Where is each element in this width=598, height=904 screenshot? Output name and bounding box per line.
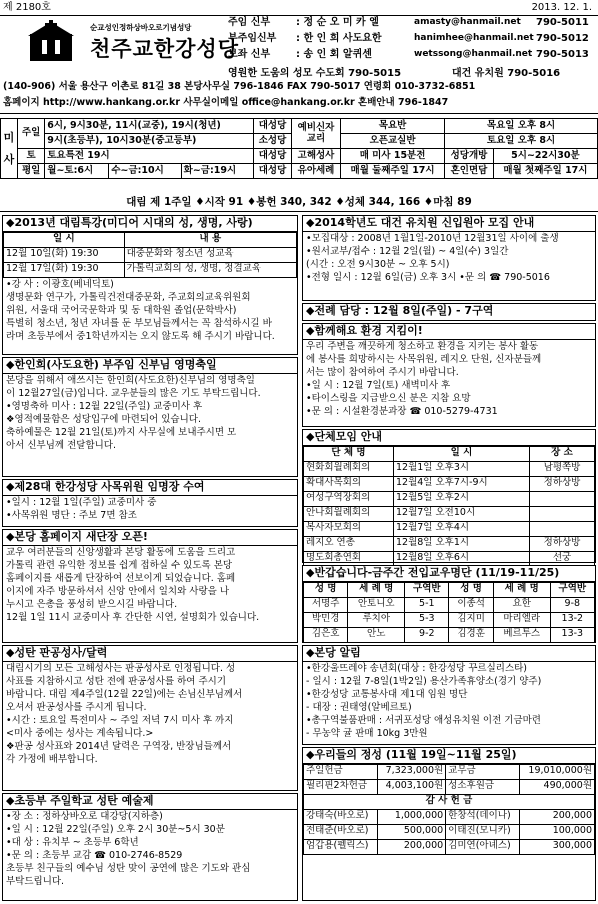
text-line: 축하예물은 12월 21일(토)까지 사무실에 보내주시면 모	[6, 426, 237, 438]
table-cell: 12월8일 오후6시	[394, 551, 530, 566]
table-header: 단 체 명	[304, 446, 394, 461]
mass-cell: 성당개방	[445, 149, 494, 164]
table-cell: 200,000	[519, 809, 594, 824]
parish-notice-section	[302, 645, 596, 745]
table-cell: 한창석(데이나)	[446, 809, 520, 824]
mass-cell: 목요반	[341, 119, 445, 134]
mass-cell: 9시(초등부), 10시30분(중고등부)	[45, 134, 254, 149]
table-header: 세 례 명	[493, 582, 550, 597]
mass-cell: 수~금:10시	[109, 164, 181, 179]
staff-row	[228, 17, 594, 33]
text-line: - 일시 : 12월 7-8일(1박2일) 용산가족휴양소(경기 양주)	[306, 675, 542, 687]
text-line: •일시 : 12월 1일(주일) 교중미사 중	[6, 496, 157, 508]
mass-cell: 토요특전 19시	[45, 149, 254, 164]
text-line: 라며 초등부에서 중1학년까지는 오지 않도록 해 주시기 바랍니다.	[6, 330, 275, 342]
text-line: 누시고 은총을 풍성히 받으시길 바랍니다.	[6, 598, 178, 610]
table-cell: 전태준(바오로)	[304, 824, 378, 839]
table-row	[304, 521, 595, 536]
advent-lecture-section	[2, 215, 298, 355]
text-line: 본당을 위해서 애쓰시는 한인희(사도요한)신부님의 영명축일	[6, 374, 255, 386]
section-title: ◆2014학년도 대건 유치원 신입원아 모집 안내	[303, 216, 595, 232]
table-cell: 레지오 연총	[304, 536, 394, 551]
convent-line: 영원한 도움의 성모 수도회 790-5015	[228, 68, 402, 79]
table-cell: 루치아	[348, 612, 405, 627]
confession-section	[2, 645, 298, 791]
table-row	[304, 461, 595, 476]
text-line: 우리 주변을 깨끗하게 청소하고 환경을 지키는 봉사 활동	[306, 340, 539, 352]
staff-name: : 한 인 희 사도요한	[296, 33, 382, 44]
table-cell: 이태진(모니카)	[446, 824, 520, 839]
table-cell: 교무금	[446, 764, 520, 779]
text-line: 12월 1일 11시 교중미사 후 간단한 시연, 설명회가 있습니다.	[6, 611, 260, 623]
text-line: •문 의 : 초등부 교감 ☎ 010-2746-8529	[6, 849, 183, 861]
table-row	[304, 597, 595, 612]
text-line: ❖영적예물함은 성당입구에 마련되어 있습니다.	[6, 413, 201, 425]
table-row	[304, 536, 595, 551]
table-cell: 현화회월례회의	[304, 461, 394, 476]
table-cell: 강태숙(바오로)	[304, 809, 378, 824]
section-title: ◆한인희(사도요한) 부주임 신부님 영명축일	[3, 358, 297, 374]
table-row	[304, 506, 595, 521]
mass-cell: 화~금:19시	[181, 164, 253, 179]
text-line: 이 12월27일(금)입니다. 교우분들의 많은 기도 부탁드립니다.	[6, 387, 261, 399]
text-line: 특별히 청소년, 청년 자녀를 둔 부모님들께서는 꼭 참석하시길 바	[6, 317, 272, 329]
table-cell: 김은호	[304, 627, 348, 642]
staff-role: 보좌 신부	[228, 49, 271, 60]
table-row	[304, 627, 595, 642]
table-cell: 정하상방	[530, 476, 595, 491]
thanks-offering-header: 감 사 헌 금	[304, 794, 595, 809]
mass-cell: 주일	[18, 119, 45, 149]
table-cell: 안토니오	[348, 597, 405, 612]
text-line: 가톨릭 관련 유익한 정보를 쉽게 접하실 수 있도록 본당	[6, 559, 233, 571]
table-row	[4, 247, 297, 262]
table-row	[304, 779, 595, 794]
liturgy-stats: 대림 제 1주일 ♦시작 91 ♦봉헌 340, 342 ♦성체 344, 166 ♦마침 89	[126, 196, 472, 208]
staff-phone: 790-5011	[536, 17, 589, 28]
staff-phone: 790-5013	[536, 49, 589, 60]
text-line: 생명문화 연구가, 가톨릭건전대중문화, 주교회의교육위원회	[6, 291, 251, 303]
table-cell: 명도회총연회	[304, 551, 394, 566]
table-cell: 12월 10일(화) 19:30	[4, 247, 125, 262]
mass-cell: 소성당	[254, 134, 292, 149]
table-header: 구역반	[550, 582, 594, 597]
table-header: 일 시	[4, 232, 125, 247]
table-cell: 엄갑용(펠릭스)	[304, 839, 378, 854]
table-header: 구역반	[405, 582, 449, 597]
offerings-section	[302, 747, 596, 901]
table-header: 일 시	[394, 446, 530, 461]
text-line: •한강성당 교통봉사대 제1대 임원 명단	[306, 688, 468, 700]
staff-email: amasty@hanmail.net	[414, 17, 521, 27]
table-row	[304, 476, 595, 491]
staff-row	[228, 49, 594, 65]
text-line: 초등부 친구들의 예수님 성탄 맞이 공연에 많은 기도와 관심	[6, 862, 251, 874]
text-line: - 대장 : 권태영(알베르토)	[306, 701, 412, 713]
group-meetings-section	[302, 429, 596, 563]
text-line: •문 의 : 시설환경분과장 ☎ 010-5279-4731	[306, 405, 498, 417]
table-row	[304, 491, 595, 506]
table-cell: 5-1	[405, 597, 449, 612]
table-cell: 복사자모회의	[304, 521, 394, 536]
mass-cell: 대성당	[254, 164, 292, 179]
text-line: •한강울뜨레야 송년회(대상 : 한강성당 꾸르실리스타)	[306, 662, 528, 674]
table-cell: 대중문화와 청소년 성교육	[124, 247, 296, 262]
environment-section	[302, 323, 596, 427]
section-body	[303, 340, 595, 418]
table-row	[304, 612, 595, 627]
section-body	[3, 810, 297, 888]
table-cell: 12월4일 오후7시-9시	[394, 476, 530, 491]
text-line: - 무농약 귤 판매 10kg 3만원	[306, 727, 428, 739]
section-body	[3, 662, 297, 766]
table-cell: 9-2	[405, 627, 449, 642]
table-cell: 12월8일 오후1시	[394, 536, 530, 551]
table-cell: 이종석	[449, 597, 493, 612]
table-cell: 19,010,000원	[519, 764, 594, 779]
table-cell: 100,000	[519, 824, 594, 839]
table-header: 세 례 명	[348, 582, 405, 597]
section-title: ◆2013년 대림특강(미디어 시대의 성, 생명, 사랑)	[3, 216, 297, 232]
table-cell: 가톨릭교회의 성, 생명, 정결교육	[124, 262, 296, 277]
table-cell: 서명주	[304, 597, 348, 612]
table-cell: 요한	[493, 597, 550, 612]
section-title: ◆우리들의 정성 (11월 19일~11월 25일)	[303, 748, 595, 764]
mass-cell: 혼인면담	[445, 164, 494, 179]
address-line: (140-906) 서울 용산구 이촌로 81길 38 본당사무실 796-1846 FAX 790-5017 연령회 010-3732-6851	[3, 81, 476, 92]
table-cell: 여성구역장회의	[304, 491, 394, 506]
staff-role: 부주임신부	[228, 33, 277, 44]
text-line: 에 봉사를 희망하시는 사목위원, 레지오 단원, 신자분들께	[306, 353, 542, 365]
table-cell: 마리엘라	[493, 612, 550, 627]
mass-cell: 대성당	[254, 119, 292, 134]
section-title: ◆성탄 판공성사/달력	[3, 646, 297, 662]
table-cell: 5-3	[405, 612, 449, 627]
text-line: •장 소 : 정하상바오로 대강당(지하층)	[6, 810, 163, 822]
sunday-school-section	[2, 793, 298, 901]
table-cell: 12월7일 오전10시	[394, 506, 530, 521]
table-cell: 안나회월례회의	[304, 506, 394, 521]
text-line: •사목위원 명단 : 주보 7면 참조	[6, 509, 137, 521]
mass-cell: 오픈교실반	[341, 134, 445, 149]
table-cell: 12월1일 오후3시	[394, 461, 530, 476]
section-title: ◆본당 알림	[303, 646, 595, 662]
text-line: •강 사 : 이광호(베네딕토)	[6, 278, 114, 290]
table-cell: 300,000	[519, 839, 594, 854]
mass-cell: 목요일 오후 8시	[445, 119, 598, 134]
section-title: ◆함께해요 환경 지킴이!	[303, 324, 595, 340]
text-line: 각 가정에 배부합니다.	[6, 753, 98, 765]
table-row	[304, 824, 595, 839]
table-cell: 1,000,000	[377, 809, 445, 824]
table-row	[4, 262, 297, 277]
mass-cell: 월~토:6시	[45, 164, 109, 179]
table-cell: 남평쪽방	[530, 461, 595, 476]
table-cell	[530, 521, 595, 536]
issue-number: 제 2180호	[3, 2, 51, 13]
table-row	[304, 551, 595, 566]
church-subtitle: 순교성인정하상바오로기념성당	[90, 23, 192, 32]
mass-cell: 매월 둘째주일 17시	[341, 164, 445, 179]
table-cell: 김경훈	[449, 627, 493, 642]
church-name: 천주교한강성당	[90, 37, 240, 61]
section-body	[3, 278, 297, 343]
council-section	[2, 479, 298, 527]
new-parishioners-section	[302, 565, 596, 643]
table-cell: 안노	[348, 627, 405, 642]
section-title: ◆제28대 한강성당 사목위원 임명장 수여	[3, 480, 297, 496]
section-body	[3, 546, 297, 624]
text-line: <미사 중에는 성사는 계속됩니다.>	[6, 727, 154, 739]
table-header: 내 용	[124, 232, 296, 247]
table-header: 성 명	[304, 582, 348, 597]
staff-phone: 790-5012	[536, 33, 589, 44]
text-line: •일 시 : 12월 7일(토) 새벽미사 후	[306, 379, 451, 391]
text-line: ❖판공 성사표와 2014년 달력은 구역장, 반장님들께서	[6, 740, 232, 752]
table-cell	[530, 491, 595, 506]
church-logo-icon	[28, 20, 74, 62]
table-cell: 13-3	[550, 627, 594, 642]
mass-cell: 유아세례	[292, 164, 341, 179]
section-title: ◆초등부 주일학교 성탄 예술제	[3, 794, 297, 810]
text-line: (시간 : 오전 9시30분 ~ 오후 5시)	[306, 258, 450, 270]
table-cell: 박민경	[304, 612, 348, 627]
table-cell: 200,000	[377, 839, 445, 854]
text-line: 위원, 서울대 국어국문학과 및 동 대학원 졸업(문학박사)	[6, 304, 237, 316]
table-cell	[530, 506, 595, 521]
staff-row	[228, 33, 594, 49]
text-line: 오셔서 판공성사를 주시게 됩니다.	[6, 701, 147, 713]
table-cell: 주일헌금	[304, 764, 378, 779]
feast-section	[2, 357, 298, 477]
text-line: 대림시기의 모든 고해성사는 판공성사로 인정됩니다. 성	[6, 662, 236, 674]
text-line: 이지에 자주 방문하셔서 신앙 안에서 일치와 사랑을 나	[6, 585, 230, 597]
homepage-line: 홈페이지 http://www.hankang.or.kr 사무실이메일 office@hankang.or.kr 혼배안내 796-1847	[3, 97, 449, 108]
text-line: •원서교부/접수 : 12월 2일(월) ~ 4일(수) 3일간	[306, 245, 509, 257]
homepage-section	[2, 529, 298, 643]
table-cell: 김미연(아녜스)	[446, 839, 520, 854]
staff-email: wetssong@hanmail.net	[414, 49, 533, 59]
section-title: ◆반갑습니다-금주간 전입교우명단 (11/19-11/25)	[303, 566, 595, 582]
text-line: 서는 많이 참여하여 주시기 바랍니다.	[306, 366, 459, 378]
table-cell: 4,003,100원	[377, 779, 445, 794]
text-line: •모집대상 : 2008년 1월1일-2010년 12월31일 사이에 출생	[306, 232, 559, 244]
section-body	[3, 374, 297, 452]
mass-schedule	[0, 118, 598, 179]
staff-email: hanimhee@hanmail.net	[414, 33, 534, 43]
text-line: 바랍니다. 대림 제4주일(12월 22일)에는 손님신부님께서	[6, 688, 243, 700]
mass-cell: 대성당	[254, 149, 292, 164]
table-row	[304, 839, 595, 854]
liturgy-duty-section	[302, 303, 596, 321]
staff-name: : 송 인 회 알퀴센	[296, 49, 372, 60]
mass-cell: 평일	[18, 164, 45, 179]
text-line: •전형 일시 : 12월 6일(금) 오후 3시 •문 의 ☎ 790-5016	[306, 271, 550, 283]
table-cell: 13-2	[550, 612, 594, 627]
table-cell: 490,000원	[519, 779, 594, 794]
mass-cell: 5시~22시30분	[493, 149, 597, 164]
text-line: •일 시 : 12월 22일(주일) 오후 2시 30분~5시 30분	[6, 823, 225, 835]
table-cell: 필리핀2차헌금	[304, 779, 378, 794]
section-body	[303, 232, 595, 284]
mass-label: 미사	[1, 119, 18, 179]
text-line: 부탁드립니다.	[6, 875, 65, 887]
text-line: •타이스링을 지급받으신 분은 지참 요망	[306, 392, 471, 404]
table-cell: 성소후원금	[446, 779, 520, 794]
table-row	[304, 809, 595, 824]
table-cell: 확대사목회의	[304, 476, 394, 491]
mass-cell: 토요일 오후 8시	[445, 134, 598, 149]
text-line: 사표를 지참하시고 성탄 전에 판공성사를 하여 주시기	[6, 675, 227, 687]
text-line: 아서 신부님께 전달합니다.	[6, 439, 117, 451]
issue-date: 2013. 12. 1.	[531, 2, 592, 13]
mass-cell: 고해성사	[292, 149, 341, 164]
mass-cell: 예비신자 교리	[292, 119, 341, 149]
table-cell: 정하상방	[530, 536, 595, 551]
section-title: ◆단체모임 안내	[303, 430, 595, 446]
mass-cell: 매 미사 15분전	[341, 149, 445, 164]
kindergarten-line: 대건 유치원 790-5016	[452, 68, 561, 79]
mass-cell: 6시, 9시30분, 11시(교중), 19시(청년)	[45, 119, 254, 134]
section-body	[303, 662, 595, 740]
text-line: •대 상 : 유치부 ~ 초등부 6학년	[6, 836, 139, 848]
table-cell: 9-8	[550, 597, 594, 612]
text-line: •총구역불품판매 : 서귀포성당 애성유치원 이전 기금마련	[306, 714, 541, 726]
table-cell: 12월7일 오후4시	[394, 521, 530, 536]
text-line: 교우 여러분들의 신앙생활과 본당 활동에 도움을 드리고	[6, 546, 236, 558]
table-cell: 김지미	[449, 612, 493, 627]
section-body	[3, 496, 297, 522]
mass-cell: 매월 첫째주일 17시	[493, 164, 597, 179]
text-line: •영명축하 미사 : 12월 22일(주일) 교중미사 후	[6, 400, 203, 412]
staff-list	[228, 17, 594, 65]
kindergarten-section	[302, 215, 596, 301]
mass-cell: 토	[18, 149, 45, 164]
table-header: 성 명	[449, 582, 493, 597]
table-cell: 12월5일 오후2시	[394, 491, 530, 506]
staff-name: : 정 순 오 미 카 엘	[296, 17, 379, 28]
table-cell: 선궁	[530, 551, 595, 566]
table-cell: 500,000	[377, 824, 445, 839]
table-cell: 7,323,000원	[377, 764, 445, 779]
table-cell: 12월 17일(화) 19:30	[4, 262, 125, 277]
text-line: 홈페이지를 새롭게 단장하여 선보이게 되었습니다. 홈페	[6, 572, 236, 584]
staff-role: 주임 신부	[228, 17, 271, 28]
table-cell: 베르투스	[493, 627, 550, 642]
text-line: •시간 : 토요일 특전미사 ~ 주일 저녁 7시 미사 후 까지	[6, 714, 234, 726]
table-row	[304, 764, 595, 779]
table-header: 장 소	[530, 446, 595, 461]
section-title: ◆전례 담당 : 12월 8일(주일) - 7구역	[303, 304, 595, 319]
section-title: ◆본당 홈페이지 새단장 오픈!	[3, 530, 297, 546]
